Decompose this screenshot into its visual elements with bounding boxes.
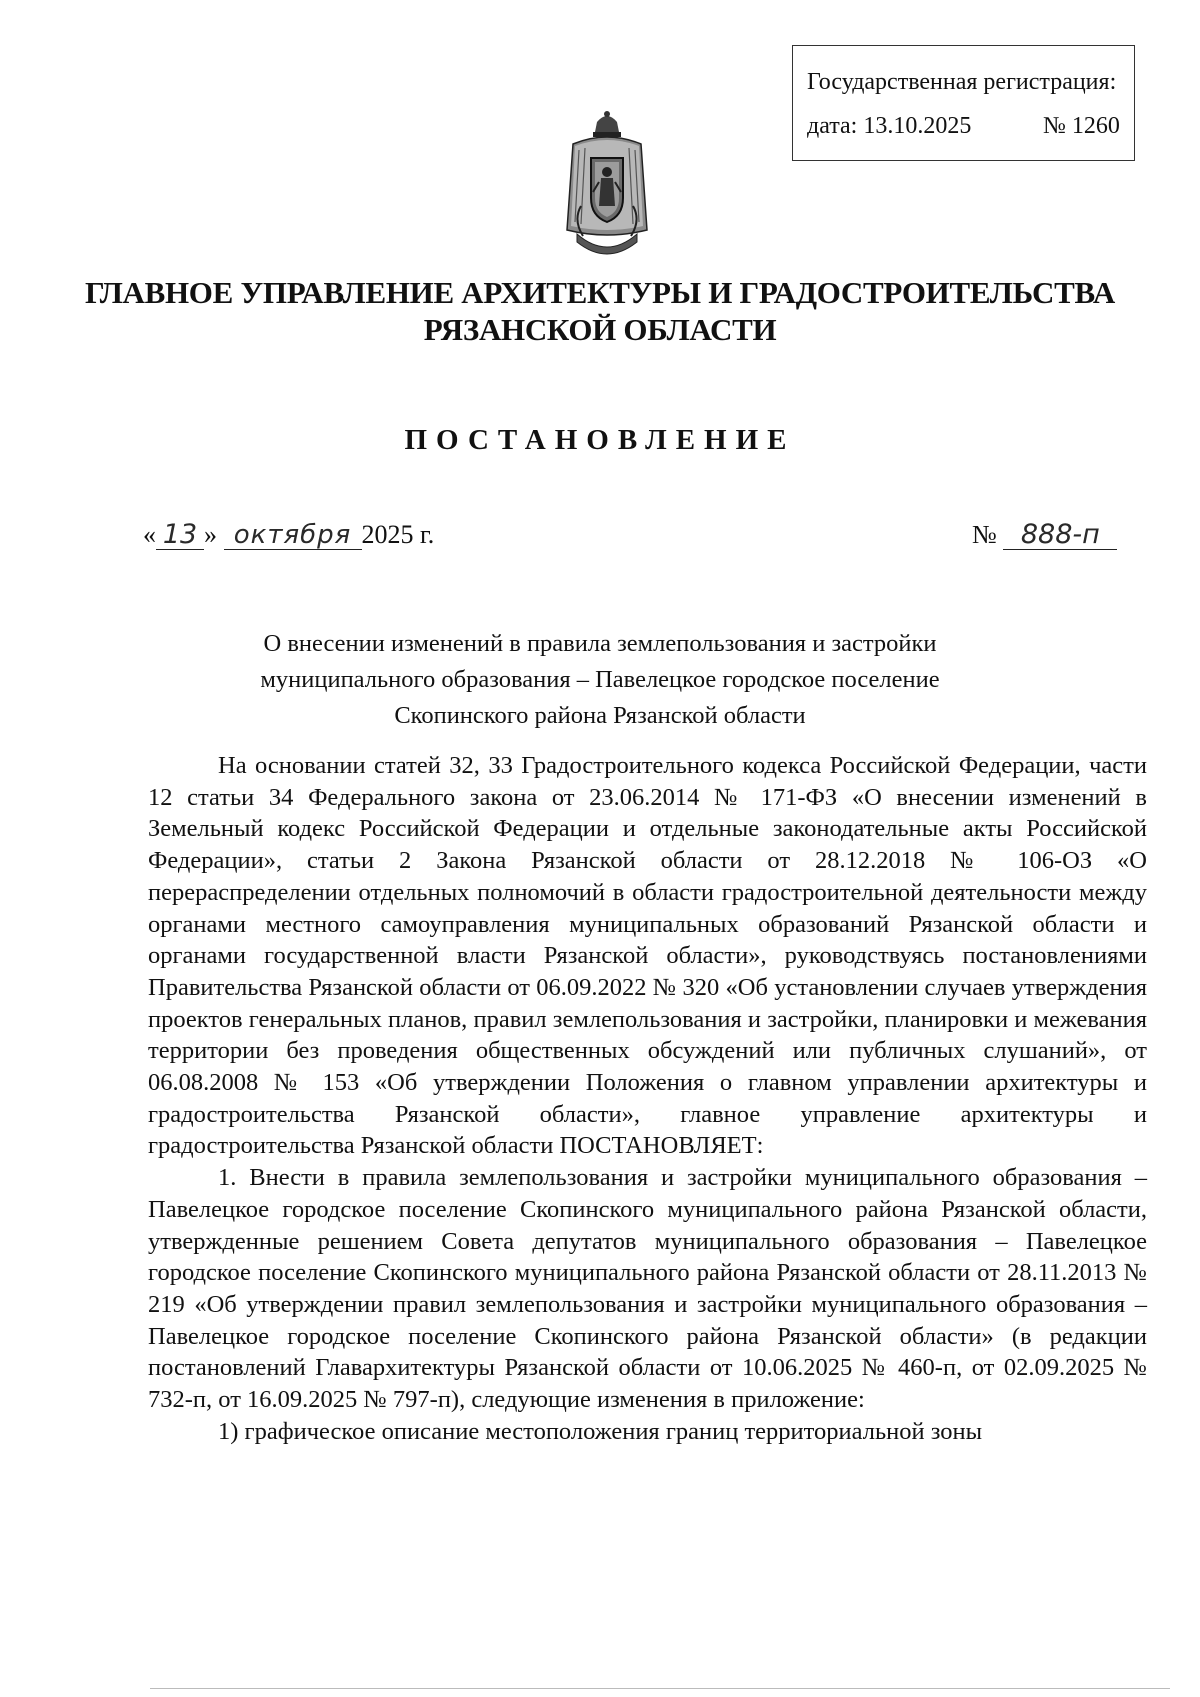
body-item-1: 1. Внести в правила землепользования и застройки муниципального образования – Павелецкое городское поселение Скопинского муниципального района Рязанской области, утвержденные решением Совета депутатов муниципального образования – Павелецкое городское поселение Скопинского муниципального района Рязанской области от 28.11.2013 № 219 «Об утверждении правил землепользования и застройки муниципального образования – Павелецкое городское поселение Скопинского района Рязанской области» (в редакции постановлений Главархитектуры Рязанской области от 10.06.2025 № 460-п, от 02.09.2025 № 732-п, от 16.09.2025 № 797-п), следующие изменения в приложение: xyxy=(148,1164,1147,1414)
organization-title xyxy=(0,274,1200,348)
organization-title-line1: ГЛАВНОЕ УПРАВЛЕНИЕ АРХИТЕКТУРЫ И ГРАДОСТРОИТЕЛЬСТВА xyxy=(84,275,1115,310)
date-open-quote: « xyxy=(143,520,156,549)
registration-stamp xyxy=(792,45,1135,161)
registration-date: дата: 13.10.2025 xyxy=(807,113,972,139)
document-number xyxy=(972,520,1117,550)
subject-line1: О внесении изменений в правила землепользования и застройки xyxy=(263,630,937,657)
date-close-quote: » xyxy=(204,520,217,549)
coat-of-arms-icon xyxy=(563,110,651,262)
document-body xyxy=(148,750,1147,1447)
date-month-handwritten: октября xyxy=(224,522,362,550)
body-subitem-1: 1) графическое описание местоположения границ территориальной зоны xyxy=(218,1417,983,1445)
subject-line3: Скопинского района Рязанской области xyxy=(394,702,806,729)
date-day-handwritten: 13 xyxy=(156,521,204,550)
document-type: ПОСТАНОВЛЕНИЕ xyxy=(404,424,796,456)
body-paragraph-preamble: На основании статей 32, 33 Градостроительного кодекса Российской Федерации, части 12 статьи 34 Федерального закона от 23.06.2014 № 171-ФЗ «О внесении изменений в Земельный кодекс Российской Федерации и отдельные законодательные акты Российской Федерации», статьи 2 Закона Рязанской области от 28.12.2018 № 106-ОЗ «О перераспределении отдельных полномочий в области градостроительной деятельности между органами местного самоуправления муниципальных образований Рязанской области и органами государственной власти Рязанской области», руководствуясь постановлениями Правительства Рязанской области от 06.09.2022 № 320 «Об установлении случаев утверждения проектов генеральных планов, правил землепользования и застройки, планировки и межевания территории без проведения общественных обсуждений или публичных слушаний», от 06.08.2008 № 153 «Об утверждении Положения о главном управлении архитектуры и градостроительства Рязанской области», главное управление архитектуры и градостроительства Рязанской области ПОСТАНОВЛЯЕТ: xyxy=(148,752,1147,1160)
subject-line2: муниципального образования – Павелецкое городское поселение xyxy=(260,666,940,693)
document-date xyxy=(143,520,434,550)
date-year: 2025 г. xyxy=(361,520,435,549)
page-bottom-edge xyxy=(150,1688,1170,1689)
registration-number: № 1260 xyxy=(1043,113,1120,139)
document-number-prefix: № xyxy=(972,520,997,549)
document-subject xyxy=(0,626,1200,734)
registration-title: Государственная регистрация: xyxy=(807,69,1117,95)
organization-title-line2: РЯЗАНСКОЙ ОБЛАСТИ xyxy=(423,312,777,347)
document-number-handwritten: 888-п xyxy=(1003,521,1117,550)
